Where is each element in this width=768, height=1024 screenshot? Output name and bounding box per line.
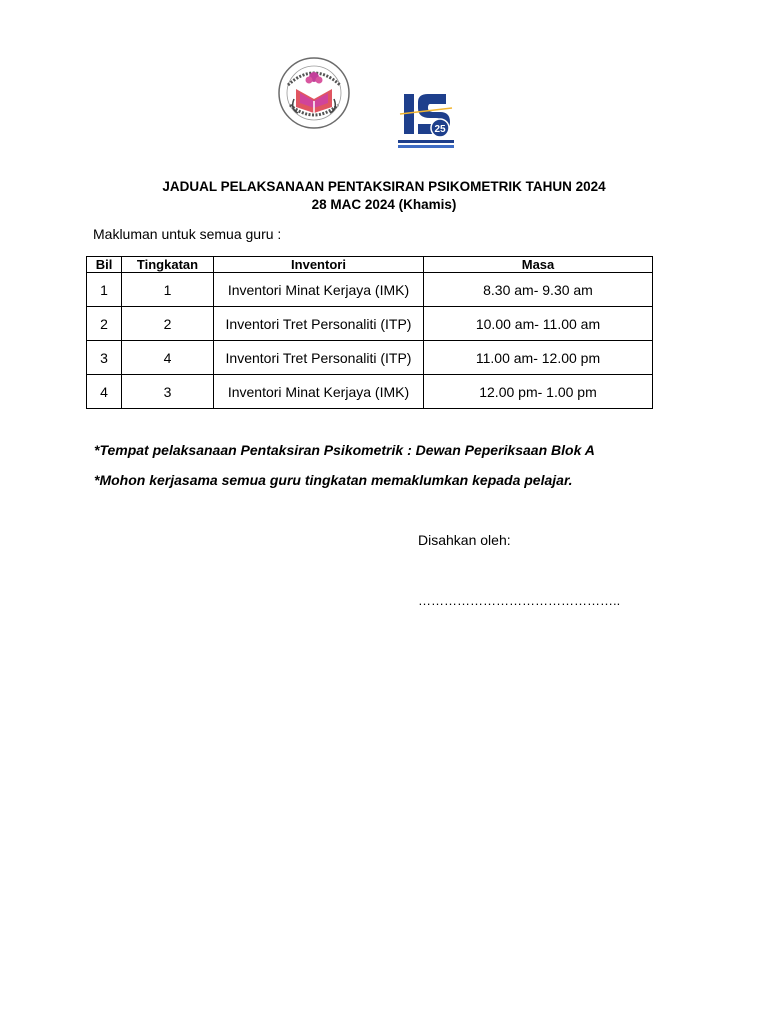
cooperation-remark: *Mohon kerjasama semua guru tingkatan memaklumkan kepada pelajar. [94,472,573,488]
cell-tingkatan: 2 [122,307,214,341]
cell-inventori: Inventori Minat Kerjaya (IMK) [214,375,424,409]
table-row [87,307,653,341]
cell-tingkatan: 1 [122,273,214,307]
cell-bil: 3 [87,341,122,375]
document-title: JADUAL PELAKSANAAN PENTAKSIRAN PSIKOMETRIK TAHUN 2024 [162,179,606,194]
table-row [87,273,653,307]
intro-text: Makluman untuk semua guru : [93,226,282,242]
cell-masa: 8.30 am- 9.30 am [424,273,653,307]
header-masa: Masa [424,257,653,273]
table-header-row [87,257,653,273]
venue-remark: *Tempat pelaksanaan Pentaksiran Psikometrik : Dewan Peperiksaan Blok A [94,442,595,458]
signature-line: ……………………………………….. [418,593,621,608]
document-date: 28 MAC 2024 (Khamis) [311,197,457,212]
schedule-table [86,256,653,409]
cell-inventori: Inventori Tret Personaliti (ITP) [214,307,424,341]
cell-masa: 12.00 pm- 1.00 pm [424,375,653,409]
header-inventori: Inventori [214,257,424,273]
cell-bil: 4 [87,375,122,409]
is25-logo [394,88,458,152]
header-bil: Bil [87,257,122,273]
header-tingkatan: Tingkatan [122,257,214,273]
approved-by-label: Disahkan oleh: [418,532,511,548]
cell-tingkatan: 3 [122,375,214,409]
cell-inventori: Inventori Tret Personaliti (ITP) [214,341,424,375]
cell-tingkatan: 4 [122,341,214,375]
cell-bil: 1 [87,273,122,307]
school-crest-logo [276,55,352,131]
svg-text:25: 25 [434,124,446,135]
cell-bil: 2 [87,307,122,341]
cell-masa: 11.00 am- 12.00 pm [424,341,653,375]
cell-masa: 10.00 am- 11.00 am [424,307,653,341]
table-row [87,375,653,409]
cell-inventori: Inventori Minat Kerjaya (IMK) [214,273,424,307]
table-row [87,341,653,375]
